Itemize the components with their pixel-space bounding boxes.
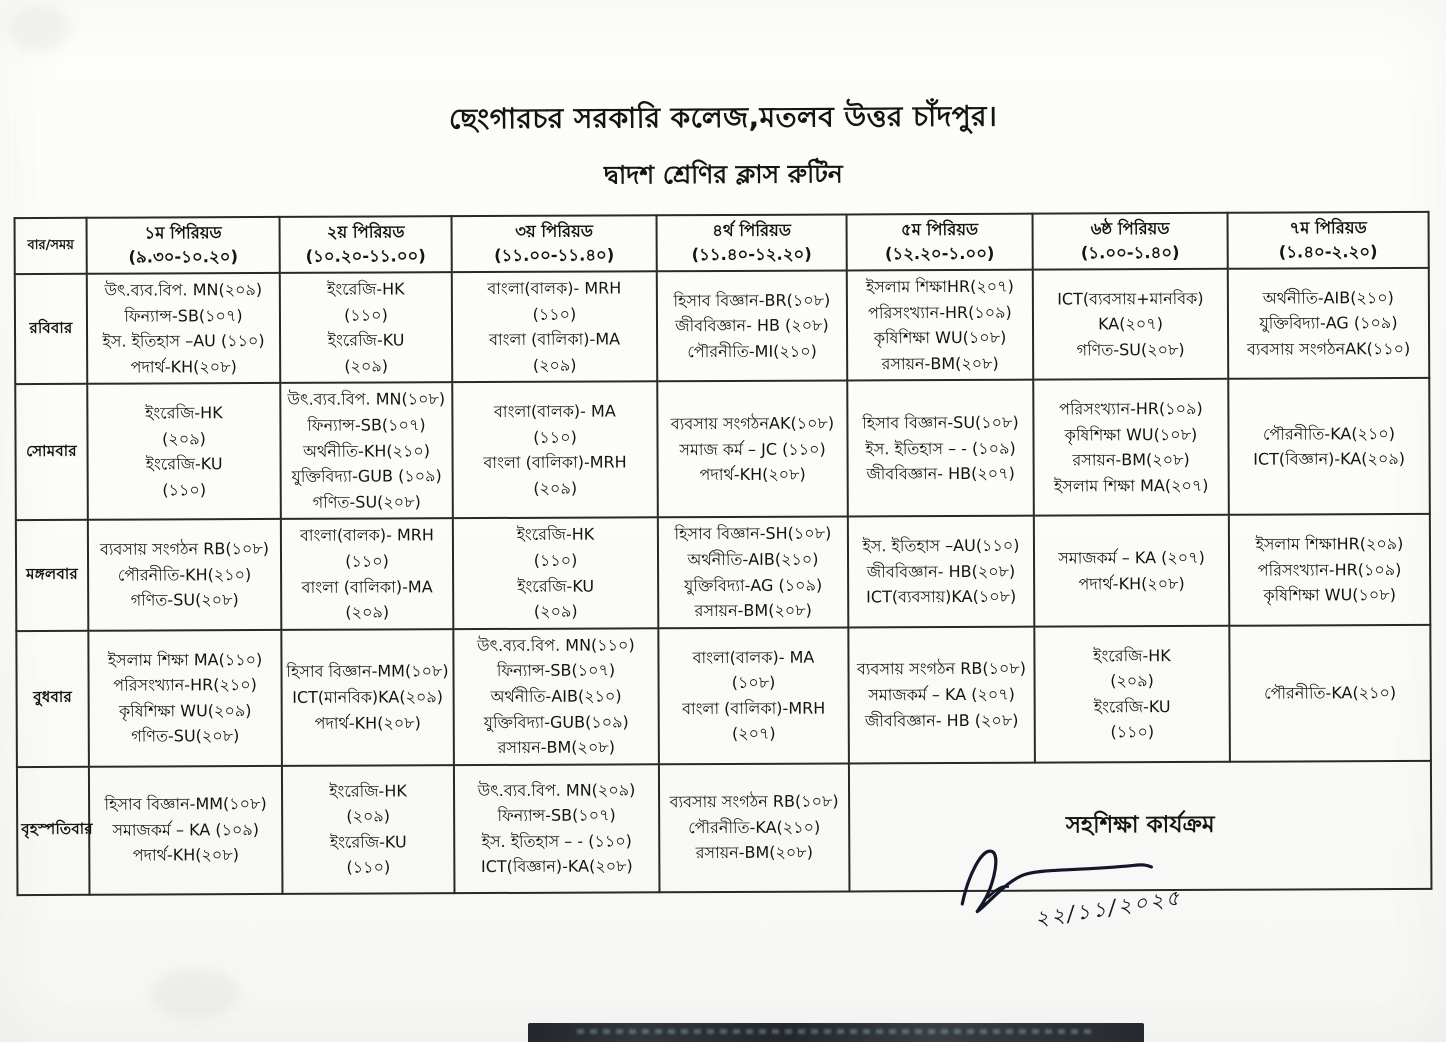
day-label: রবিবার: [15, 274, 87, 385]
schedule-cell: ইংরেজি-HK (১১০) ইংরেজি-KU (২০৯): [280, 272, 452, 383]
schedule-cell: ইসলাম শিক্ষাHR(২০৯) পরিসংখ্যান-HR(১০৯) কৃষিশিক্ষা WU(১০৮): [1229, 514, 1430, 625]
period-5-header: ৫ম পিরিয়ড (১২.২০-১.০০): [847, 214, 1033, 271]
period-4-header: ৪র্থ পিরিয়ড (১১.৪০-১২.২০): [657, 214, 847, 271]
period-6-header: ৬ষ্ঠ পিরিয়ড (১.০০-১.৪০): [1033, 213, 1228, 270]
schedule-cell: হিসাব বিজ্ঞান-SU(১০৮) ইস. ইতিহাস – - (১০৯) জীববিজ্ঞান- HB(২০৭): [847, 380, 1034, 517]
schedule-cell: ব্যবসায় সংগঠন RB(১০৮) পৌরনীতি-KH(২১০) গণিত-SU(২০৮): [88, 519, 281, 630]
schedule-cell: উৎ.ব্যব.বিপ. MN(২০৯) ফিন্যান্স-SB(১০৭) ইস. ইতিহাস –AU (১১০) পদার্থ-KH(২০৮): [87, 273, 280, 384]
signature-block: [947, 832, 1280, 953]
schedule-cell: বাংলা(বালক)- MRH (১১০) বাংলা (বালিকা)-MA (২০৯): [281, 519, 453, 630]
schedule-cell: বাংলা(বালক)- MRH (১১০) বাংলা (বালিকা)-MA (২০৯): [452, 271, 657, 382]
day-row-1: [15, 268, 1429, 385]
schedule-cell: হিসাব বিজ্ঞান-BR(১০৮) জীববিজ্ঞান- HB (২০৮) পৌরনীতি-MI(২১০): [657, 270, 847, 381]
schedule-cell: উৎ.ব্যব.বিপ. MN(১০৮) ফিন্যান্স-SB(১০৭) অর্থনীতি-KH(২১০) যুক্তিবিদ্যা-GUB (১০৯) গণিত-SU(২০৮): [280, 383, 453, 520]
period-1-header: ১ম পিরিয়ড (৯.৩০-১০.২০): [87, 217, 280, 274]
schedule-cell: ইংরেজি-HK (১১০) ইংরেজি-KU (২০৯): [453, 518, 658, 629]
schedule-cell: বাংলা(বালক)- MA (১০৮) বাংলা (বালিকা)-MRH (২০৭): [658, 627, 849, 764]
scan-smudge: [150, 968, 240, 1018]
day-row-4: [16, 625, 1431, 767]
schedule-cell: পৌরনীতি-KA(২১০) ICT(বিজ্ঞান)-KA(২০৯): [1228, 378, 1430, 515]
schedule-cell: হিসাব বিজ্ঞান-MM(১০৮) ICT(মানবিক)KA(২০৯) পদার্থ-KH(২০৮): [281, 629, 454, 766]
schedule-cell: বাংলা(বালক)- MA (১১০) বাংলা (বালিকা)-MRH (২০৯): [452, 382, 658, 519]
schedule-cell: ব্যবসায় সংগঠনAK(১০৮) সমাজ কর্ম – JC (১১০) পদার্থ-KH(২০৮): [657, 381, 848, 518]
schedule-cell: উৎ.ব্যব.বিপ. MN(১১০) ফিন্যান্স-SB(১০৭) অর্থনীতি-AIB(২১০) যুক্তিবিদ্যা-GUB(১০৯) রসায়ন-BM(২০৮): [453, 628, 659, 765]
period-2-header: ২য় পিরিয়ড (১০.২০-১১.০০): [280, 216, 452, 273]
schedule-cell: পরিসংখ্যান-HR(১০৯) কৃষিশিক্ষা WU(১০৮) রসায়ন-BM(২০৮) ইসলাম শিক্ষা MA(২০৭): [1033, 379, 1229, 516]
schedule-cell: ইংরেজি-HK (২০৯) ইংরেজি-KU (১১০): [1034, 626, 1230, 763]
day-row-3: [16, 514, 1430, 631]
day-time-corner-cell: বার/সময়: [15, 218, 87, 274]
schedule-cell: ব্যবসায় সংগঠন RB(১০৮) সমাজকর্ম – KA (২০৭) জীববিজ্ঞান- HB (২০৮): [848, 626, 1035, 763]
schedule-cell: ICT(ব্যবসায়+মানবিক) KA(২০৭) গণিত-SU(২০৮): [1033, 269, 1228, 380]
day-row-2: [15, 378, 1430, 520]
schedule-cell: হিসাব বিজ্ঞান-SH(১০৮) অর্থনীতি-AIB(২১০) যুক্তিবিদ্যা-AG (১০৯) রসায়ন-BM(২০৮): [658, 517, 848, 628]
period-3-header: ৩য় পিরিয়ড (১১.০০-১১.৪০): [452, 215, 657, 272]
schedule-cell: ব্যবসায় সংগঠন RB(১০৮) পৌরনীতি-KA(২১০) রসায়ন-BM(২০৮): [659, 763, 850, 892]
routine-subtitle: দ্বাদশ শ্রেণির ক্লাস রুটিন: [603, 159, 843, 190]
schedule-cell: অর্থনীতি-AIB(২১০) যুক্তিবিদ্যা-AG (১০৯) ব্যবসায় সংগঠনAK(১১০): [1228, 268, 1429, 379]
class-routine-table: [14, 211, 1433, 896]
signature-date: ২২/১১/২০২৫: [1033, 885, 1184, 931]
schedule-cell: ইসলাম শিক্ষাHR(২০৭) পরিসংখ্যান-HR(১০৯) কৃষিশিক্ষা WU(১০৮) রসায়ন-BM(২০৮): [847, 270, 1033, 381]
schedule-cell: ইস. ইতিহাস –AU(১১০) জীববিজ্ঞান- HB(২০৮) ICT(ব্যবসায়)KA(১০৮): [848, 516, 1034, 627]
coed-activity-cell: সহশিক্ষা কার্যক্রম: [849, 761, 1432, 892]
schedule-cell: পৌরনীতি-KA(২১০): [1229, 625, 1431, 762]
college-title: ছেংগারচর সরকারি কলেজ,মতলব উত্তর চাঁদপুর।: [448, 99, 998, 136]
day-label: সোমবার: [15, 384, 88, 520]
day-label: মঙ্গলবার: [16, 520, 88, 631]
schedule-cell: হিসাব বিজ্ঞান-MM(১০৮) সমাজকর্ম – KA (১০৯) পদার্থ-KH(২০৮): [89, 766, 283, 895]
document-header: [0, 0, 1446, 202]
schedule-cell: ইংরেজি-HK (২০৯) ইংরেজি-KU (১১০): [87, 383, 281, 520]
day-label: বৃহস্পতিবার: [17, 766, 90, 894]
schedule-cell: ইংরেজি-HK (২০৯) ইংরেজি-KU (১১০): [282, 765, 455, 894]
period-7-header: ৭ম পিরিয়ড (১.৪০-২.২০): [1228, 212, 1429, 269]
schedule-cell: সমাজকর্ম – KA (২০৭) পদার্থ-KH(২০৮): [1034, 515, 1229, 626]
schedule-cell: ইসলাম শিক্ষা MA(১১০) পরিসংখ্যান-HR(২১০) কৃষিশিক্ষা WU(২০৯) গণিত-SU(২০৮): [88, 630, 282, 767]
day-label: বুধবার: [16, 630, 89, 766]
scan-bottom-strip: [528, 1023, 1144, 1042]
period-header-row: [15, 212, 1429, 274]
schedule-cell: উৎ.ব্যব.বিপ. MN(২০৯) ফিন্যান্স-SB(১০৭) ইস. ইতিহাস – - (১১০) ICT(বিজ্ঞান)-KA(২০৮): [454, 764, 660, 893]
